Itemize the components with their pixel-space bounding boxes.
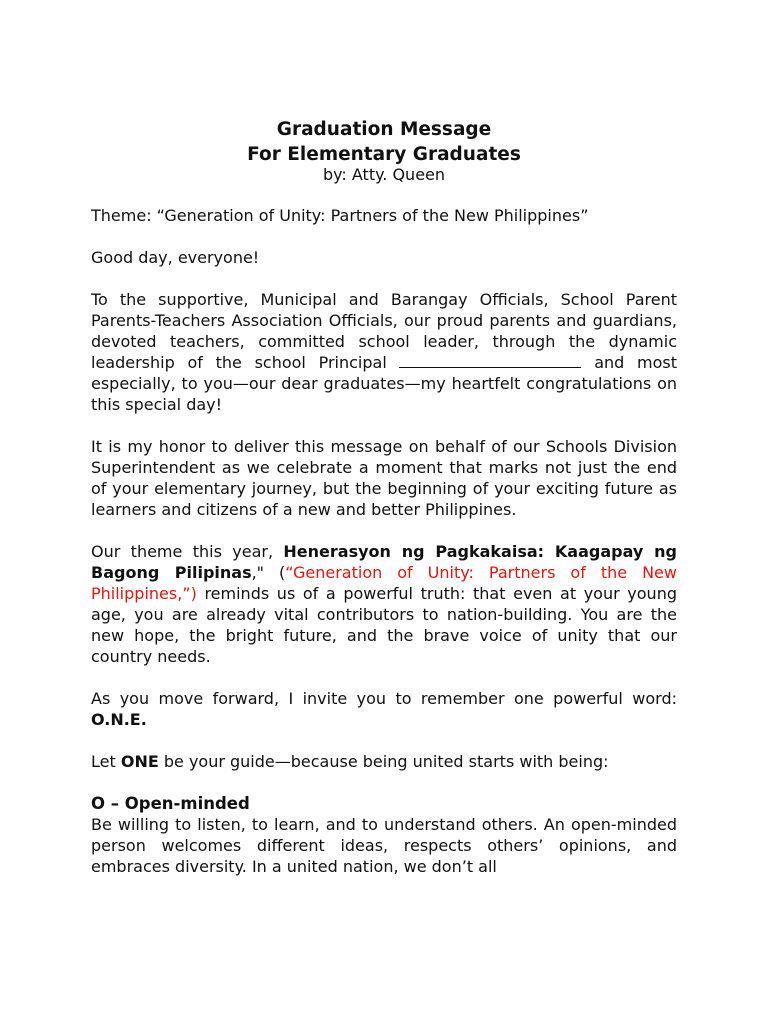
theme-lead: Our theme this year, xyxy=(91,542,274,561)
salutation-text-2: and most especially, to you—our dear graduates—my heartfelt congratulations on this special day! xyxy=(91,353,678,414)
guide-lead: Let xyxy=(91,752,116,771)
document-title-line-2: For Elementary Graduates xyxy=(247,144,521,165)
section-o-heading: O – Open-minded xyxy=(91,794,250,813)
theme-line: Theme: “Generation of Unity: Partners of the New Philippines” xyxy=(91,206,589,225)
section-o-body: Be willing to listen, to learn, and to understand others. An open-minded person welcomes different ideas, respects others’ opinions, and embraces diversity. In a united nation, we don’t all xyxy=(91,815,677,876)
author-byline: by: Atty. Queen xyxy=(322,165,446,184)
principal-name-blank xyxy=(399,352,581,368)
greeting: Good day, everyone! xyxy=(91,248,260,267)
theme-rest: reminds us of a powerful truth: that even at your young age, you are already vital contributors to nation-building. You are the new hope, the bright future, and the brave voice of unity that our country needs. xyxy=(91,584,677,666)
theme-translation: “Generation of Unity: Partners of the New Philippines,”) xyxy=(91,563,677,603)
theme-paragraph xyxy=(91,541,677,667)
guide-paragraph xyxy=(91,751,677,772)
salutation-paragraph xyxy=(91,289,677,415)
honor-paragraph: It is my honor to deliver this message on behalf of our Schools Division Superintendent as we celebrate a moment that marks not just the end of your elementary journey, but the beginning of your exciting future as learners and citizens of a new and better Philippines. xyxy=(91,437,677,519)
theme-tagalog: Henerasyon ng Pagkakaisa: Kaagapay ng Bagong Pilipinas xyxy=(91,542,678,582)
document-title-line-1: Graduation Message xyxy=(276,119,492,140)
forward-paragraph xyxy=(91,688,677,730)
salutation-text-1: To the supportive, Municipal and Barangay Officials, School Parent Parents-Teachers Association Officials, our proud parents and guardians, devoted teachers, committed school leader, through the dynamic leadership of the school Principal xyxy=(91,290,677,372)
document-page xyxy=(91,117,677,877)
theme-punct: ," ( xyxy=(251,563,286,582)
one-acronym: O.N.E. xyxy=(91,710,147,729)
guide-rest: be your guide—because being united starts with being: xyxy=(163,752,609,771)
forward-text: As you move forward, I invite you to remember one powerful word: xyxy=(91,689,677,708)
guide-one: ONE xyxy=(120,752,159,771)
